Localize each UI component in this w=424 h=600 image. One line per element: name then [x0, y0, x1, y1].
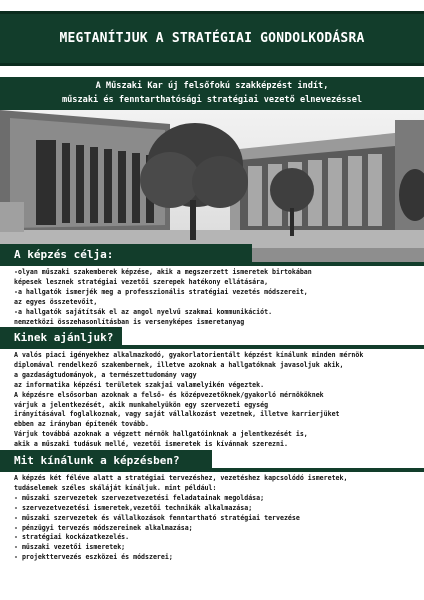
- text-line: - műszaki szervezetek szervezetvezetési feladatainak megoldása;: [14, 493, 265, 502]
- building-photo: [0, 110, 424, 262]
- text-line: -a hallgatók ismerjék meg a professzionális stratégiai vezetés módszereit,: [14, 287, 308, 296]
- title-banner: [0, 11, 424, 66]
- subtitle-line-1: A Műszaki Kar új felsőfokú szakképzést indít,: [95, 81, 329, 91]
- section-heading-goal: A képzés célja:: [0, 244, 252, 266]
- section-divider-audience: [122, 345, 424, 349]
- section-body-offer: [14, 474, 414, 563]
- text-line: - műszaki szervezetek és vállalkozások fenntartható stratégiai tervezése: [14, 513, 300, 522]
- text-line: a gazdaságtudományok, a természettudomány vagy: [14, 370, 197, 379]
- text-line: várjuk a jelentkezését, akik munkahelyükön egy szervezeti egység: [14, 400, 269, 409]
- section-body-audience: [14, 351, 414, 450]
- section-divider-offer: [212, 468, 424, 472]
- building-photo-illustration: [0, 110, 424, 262]
- text-line: az informatika képzési területek szakjai valamelyikén végeztek.: [14, 380, 265, 389]
- section-heading-audience: Kinek ajánljuk?: [0, 327, 122, 349]
- text-line: - pénzügyi tervezés módszereinek alkalmazása;: [14, 523, 193, 532]
- text-line: irányításával foglalkoznak, vagy saját vállalkozást vezetnek, illetve karrierjüket: [14, 410, 340, 419]
- text-line: akik a műszaki tudásuk mellé, vezetői ismeretek is kívánnak szerezni.: [14, 440, 288, 449]
- text-line: tudáselemek széles skáláját kínáljuk. mint például:: [14, 483, 217, 492]
- text-line: Várjuk továbbá azoknak a végzett mérnök hallgatóinknak a jelentkezését is,: [14, 430, 308, 439]
- text-line: diplomával rendelkező szakembernek, illetve azoknak a hallgatóknak javasoljuk akik,: [14, 360, 344, 369]
- text-line: -a hallgatók sajátítsák el az angol nyelvű szakmai kommunikációt.: [14, 307, 273, 316]
- text-line: - műszaki vezetői ismeretek;: [14, 543, 126, 552]
- section-heading-offer: Mit kínálunk a képzésben?: [0, 450, 212, 472]
- text-line: -olyan műszaki szakemberek képzése, akik a megszerzett ismeretek birtokában: [14, 268, 312, 276]
- section-body-goal: [14, 268, 414, 327]
- section-divider-goal: [252, 262, 424, 266]
- text-line: A valós piaci igényekhez alkalmazkodó, gyakorlatorientált képzést kínálunk minden mérnök: [14, 351, 364, 359]
- text-line: - szervezetvezetési ismeretek,vezetői technikák alkalmazása;: [14, 503, 253, 512]
- page-title: MEGTANÍTJUK A STRATÉGIAI GONDOLKODÁSRA: [59, 31, 365, 46]
- text-line: - projekttervezés eszközei és módszerei;: [14, 553, 173, 562]
- text-line: képesek lesznek stratégiai vezetői szerepek hatékony ellátására,: [14, 277, 269, 286]
- text-line: nemzetközi összehasonlításban is versenyképes ismeretanyag: [14, 317, 245, 326]
- subtitle-line-2: műszaki és fenntarthatósági stratégiai vezető elnevezéssel: [61, 95, 363, 105]
- text-line: az egyes összetevőit,: [14, 297, 98, 306]
- text-line: A képzésre elsősorban azoknak a felső- és középvezetőknek/gyakorló mérnököknek: [14, 390, 324, 399]
- text-line: - stratégiai kockázatkezelés.: [14, 533, 130, 542]
- text-line: ebben az irányban építenék tovább.: [14, 420, 149, 429]
- text-line: A képzés két féléve alatt a stratégiai tervezéshez, vezetéshez kapcsolódó ismeretek,: [14, 474, 348, 482]
- subtitle-banner: [0, 77, 424, 110]
